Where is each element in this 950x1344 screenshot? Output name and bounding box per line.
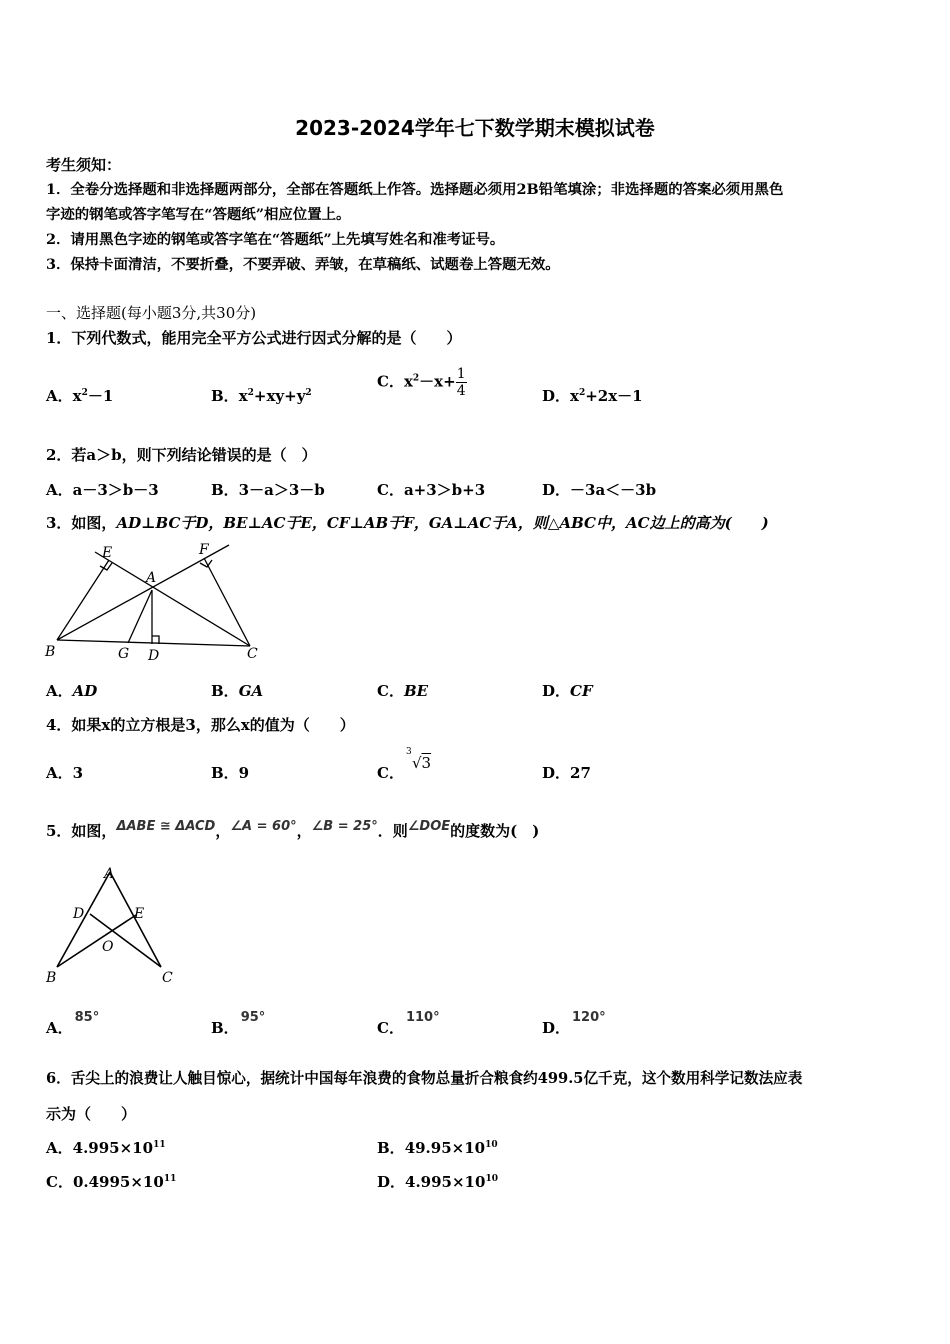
notice-line-3: 3．保持卡面清洁，不要折叠，不要弄破、弄皱，在草稿纸、试题卷上答题无效。 (46, 256, 560, 273)
label-E: E (102, 545, 113, 561)
q2-option-a: A．a－3＞b－3 (46, 481, 159, 499)
q5-option-b: B．95° (211, 1010, 266, 1037)
label-F: F (199, 542, 209, 558)
q3-option-d: D．CF (542, 682, 593, 700)
label-D: D (148, 648, 160, 664)
section-heading: 一、选择题(每小题3分,共30分) (46, 304, 257, 322)
q5-option-d: D．120° (542, 1010, 606, 1037)
q4-option-b: B．9 (211, 764, 250, 782)
q2-option-d: D．－3a＜－3b (542, 481, 657, 499)
label-A: A (146, 570, 157, 586)
q5-option-c: C．110° (377, 1010, 440, 1037)
q3-stem: 3．如图，AD⊥BC于D，BE⊥AC于E，CF⊥AB于F，GA⊥AC于A，则△ABC中，AC边上的高为( ) (46, 514, 769, 532)
label-B: B (45, 644, 56, 660)
q6-stem-line-1: 6．舌尖上的浪费让人触目惊心，据统计中国每年浪费的食物总量折合粮食约499.5亿千克，这个数用科学记数法应表 (46, 1070, 803, 1087)
q2-stem: 2．若a＞b，则下列结论错误的是（ ） (46, 446, 317, 464)
label-D: D (73, 906, 85, 922)
q6-option-a: A．$4.995\times 10^{11}$ (46, 1139, 166, 1157)
q5-triangle-figure (40, 862, 190, 987)
q2-option-b: B．3－a＞3－b (211, 481, 325, 499)
q4-option-a: A．3 (46, 764, 84, 782)
q6-option-b: B．$49.95\times 10^{10}$ (377, 1139, 498, 1157)
q5-option-a: A．85° (46, 1010, 100, 1037)
notice-line-1: 1．全卷分选择题和非选择题两部分，全部在答题纸上作答。选择题必须用2B铅笔填涂；非选择题的答案必须用黑色 (46, 181, 784, 198)
label-A: A (104, 866, 115, 882)
q1-stem: 1．下列代数式，能用完全平方公式进行因式分解的是（ ） (46, 329, 462, 347)
label-G: G (118, 646, 130, 662)
q6-option-c: C．$0.4995\times 10^{11}$ (46, 1173, 177, 1191)
q4-option-d: D．27 (542, 764, 591, 782)
q6-option-d: D．$4.995\times 10^{10}$ (377, 1173, 498, 1191)
q5-stem: 5．如图，ΔABE ≅ ΔACD，∠A = 60°，∠B = 25°．则∠DOE的度数为( ) (46, 819, 540, 840)
q3-option-c: C．BE (377, 682, 429, 700)
notice-line-1b: 字迹的钢笔或答字笔写在“答题纸”相应位置上。 (46, 206, 351, 223)
fraction-one-quarter: $\frac{1}{4}$ (456, 366, 466, 399)
label-E: E (134, 906, 145, 922)
q4-stem: 4．如果x的立方根是3，那么x的值为（ ） (46, 716, 355, 734)
label-O: O (102, 939, 114, 955)
q3-triangle-figure (40, 538, 270, 668)
q3-option-b: B．GA (211, 682, 264, 700)
label-C: C (247, 646, 258, 662)
notice-heading: 考生须知： (46, 156, 122, 174)
label-C: C (162, 970, 173, 986)
notice-line-2: 2．请用黑色字迹的钢笔或答字笔在“答题纸”上先填写姓名和准考证号。 (46, 231, 505, 248)
q1-option-b: B．$x^2+xy+y^2$ (211, 387, 312, 405)
q2-option-c: C．a+3＞b+3 (377, 481, 486, 499)
q1-option-a: A．$x^2-1$ (46, 387, 114, 405)
q6-stem-line-2: 示为（ ） (46, 1105, 137, 1123)
label-B: B (46, 970, 57, 986)
q3-option-a: A．AD (46, 682, 98, 700)
page-title: 2023-2024学年七下数学期末模拟试卷 (295, 116, 655, 140)
q4-option-c: C． 3 √3 (377, 747, 432, 782)
q1-option-d: D．$x^2+2x-1$ (542, 387, 643, 405)
q1-option-c: C．$x^2-x+$ $\frac{1}{4}$ (377, 366, 466, 399)
